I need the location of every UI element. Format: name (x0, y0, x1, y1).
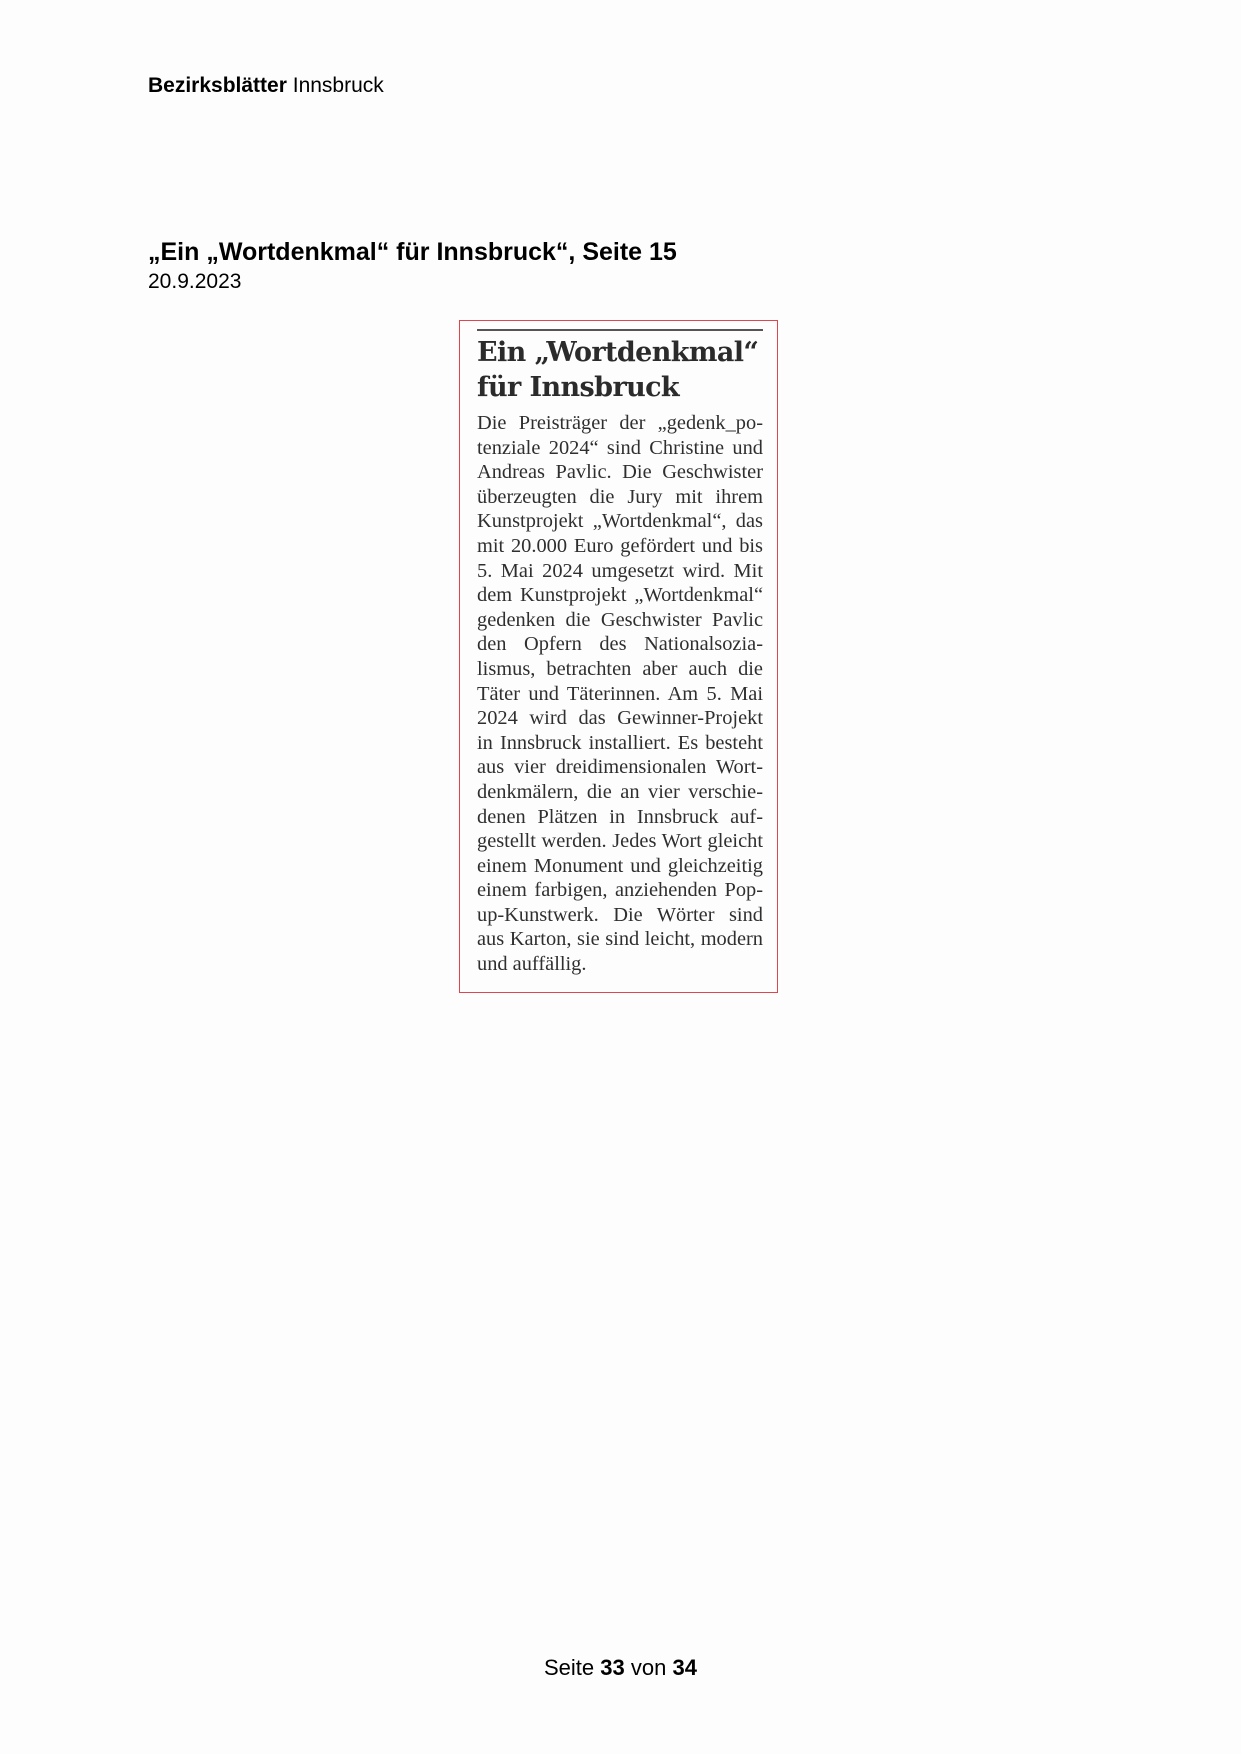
page-number-footer (0, 1655, 1241, 1681)
clipping-body-text: Die Preisträger der „gedenk_potenziale 2024“ sind Christine und Andreas Pavlic. Die Geschwister überzeugten die Jury mit ihrem Kunstprojekt „Wortdenkmal“, das mit 20.000 Euro gefördert und bis 5. Mai 2024 umgesetzt wird. Mit dem Kunstprojekt „Wortdenkmal“ gedenken die Geschwister Pavlic den Opfern des Nationalsozialismus, betrachten aber auch die Täter und Täterinnen. Am 5. Mai 2024 wird das Gewinner-Projekt in Innsbruck installiert. Es besteht aus vier dreidimensionalen Wortdenkmälern, die an vier verschiedenen Plätzen in Innsbruck aufgestellt werden. Jedes Wort gleicht einem Monument und gleichzeitig einem farbigen, anziehenden Pop-up-Kunstwerk. Die Wörter sind aus Karton, sie sind leicht, modern und auffällig. (477, 412, 763, 976)
article-date: 20.9.2023 (148, 270, 242, 293)
footer-current-page: 33 (600, 1655, 625, 1680)
clipping-top-rule (477, 329, 763, 331)
newspaper-clipping (459, 320, 778, 993)
footer-prefix: Seite (544, 1655, 595, 1680)
publication-name: Bezirksblätter (148, 74, 287, 97)
clipping-headline (477, 335, 763, 405)
clipping-headline-line1: Ein „Wortdenkmal“ (477, 337, 759, 368)
footer-separator: von (630, 1655, 667, 1680)
footer-total-pages: 34 (672, 1655, 697, 1680)
publication-region: Innsbruck (292, 74, 384, 97)
clipping-headline-line2: für Innsbruck (477, 372, 680, 403)
publication-header (148, 73, 384, 99)
article-title: „Ein „Wortdenkmal“ für Innsbruck“, Seite 15 (148, 238, 677, 266)
